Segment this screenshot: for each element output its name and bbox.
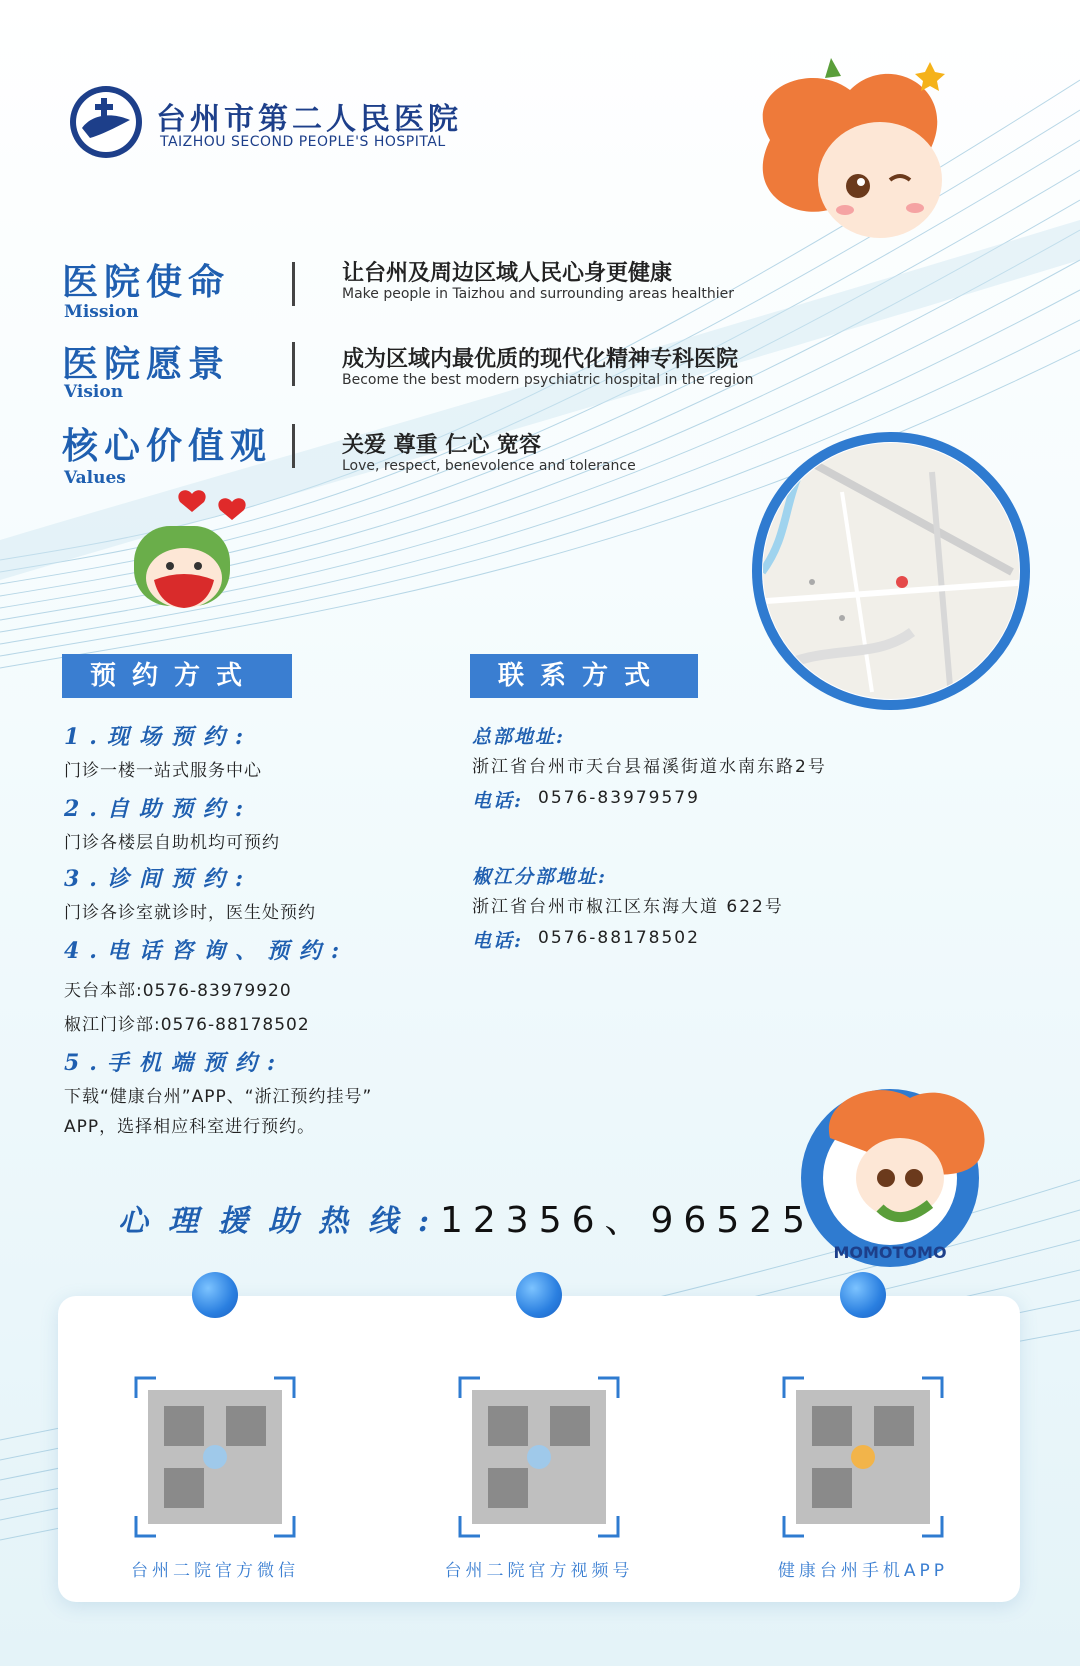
- values-label-cn: 核心价值观: [62, 425, 273, 467]
- values-label-en: Values: [64, 468, 126, 488]
- hq-phone-label: 电话:: [472, 790, 524, 812]
- momotomo-badge-icon: [800, 1068, 1000, 1268]
- appointment-item-text: 下载“健康台州”APP、“浙江预约挂号”: [64, 1087, 373, 1107]
- appointment-item-title: 4.电话咨询、预约:: [64, 938, 350, 964]
- qr-code-video-icon[interactable]: [458, 1376, 620, 1538]
- hq-address: 浙江省台州市天台县福溪街道水南东路2号: [472, 757, 827, 777]
- vision-label-cn: 医院愿景: [62, 343, 231, 385]
- appointment-item-title: 5.手机端预约:: [64, 1050, 286, 1076]
- values-text-cn: 关爱 尊重 仁心 宽容: [342, 433, 541, 458]
- vision-text-cn: 成为区域内最优质的现代化精神专科医院: [342, 347, 739, 372]
- hospital-name-cn: 台州市第二人民医院: [156, 102, 462, 137]
- hospital-logo-icon: [68, 84, 144, 160]
- location-map[interactable]: [752, 432, 1030, 710]
- appointment-item-text: 椒江门诊部:0576-88178502: [64, 1015, 310, 1035]
- badge-text: MOMOTOMO: [833, 1243, 947, 1262]
- hq-address-label: 总部地址:: [472, 726, 566, 748]
- appointment-item-text: 天台本部:0576-83979920: [64, 981, 292, 1001]
- qr-code-wechat-icon[interactable]: [134, 1376, 296, 1538]
- bullet-dot: [516, 1272, 562, 1318]
- bullet-dot: [192, 1272, 238, 1318]
- appointment-heading: 预约方式: [62, 654, 292, 698]
- hospital-name-en: TAIZHOU SECOND PEOPLE'S HOSPITAL: [160, 134, 446, 150]
- hotline-numbers[interactable]: 12356、96525: [440, 1200, 816, 1241]
- hq-phone[interactable]: 0576-83979579: [538, 788, 700, 808]
- appointment-item-text: APP，选择相应科室进行预约。: [64, 1117, 316, 1137]
- vision-text-en: Become the best modern psychiatric hospital in the region: [342, 372, 754, 388]
- branch-address: 浙江省台州市椒江区东海大道 622号: [472, 897, 784, 917]
- appointment-item-text: 门诊一楼一站式服务中心: [64, 761, 262, 781]
- values-text-en: Love, respect, benevolence and tolerance: [342, 458, 636, 474]
- qr-label-wechat: 台州二院官方微信: [131, 1561, 299, 1581]
- appointment-item-title: 1.现场预约:: [64, 724, 254, 750]
- qr-label-video: 台州二院官方视频号: [444, 1561, 634, 1581]
- hotline-label: 心理援助热线:: [118, 1204, 450, 1239]
- bullet-dot: [840, 1272, 886, 1318]
- appointment-item-text: 门诊各楼层自助机均可预约: [64, 833, 280, 853]
- appointment-item-text: 门诊各诊室就诊时，医生处预约: [64, 903, 316, 923]
- branch-phone[interactable]: 0576-88178502: [538, 928, 700, 948]
- branch-phone-label: 电话:: [472, 930, 524, 952]
- mission-text-cn: 让台州及周边区域人民心身更健康: [342, 261, 673, 286]
- qr-label-app: 健康台州手机APP: [777, 1561, 949, 1581]
- qr-code-app-icon[interactable]: [782, 1376, 944, 1538]
- divider: [292, 424, 295, 468]
- mission-label-cn: 医院使命: [62, 261, 231, 303]
- vision-label-en: Vision: [64, 382, 124, 402]
- appointment-item-title: 3.诊间预约:: [64, 866, 254, 892]
- mission-label-en: Mission: [64, 302, 139, 322]
- appointment-item-title: 2.自助预约:: [64, 796, 254, 822]
- mission-text-en: Make people in Taizhou and surrounding areas healthier: [342, 286, 735, 302]
- branch-address-label: 椒江分部地址:: [472, 866, 608, 888]
- contact-heading: 联系方式: [470, 654, 698, 698]
- mascot-mask-icon: [120, 482, 270, 618]
- divider: [292, 342, 295, 386]
- divider: [292, 262, 295, 306]
- mascot-wink-icon: [730, 50, 970, 250]
